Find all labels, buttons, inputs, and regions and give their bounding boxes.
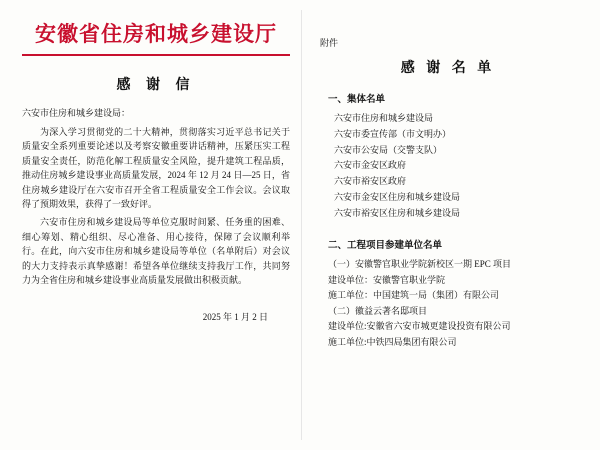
list-item: 六安市裕安区政府 (334, 176, 407, 186)
appendix-title: 感 谢 名 单 (400, 61, 496, 76)
page-divider (301, 10, 302, 440)
letter-panel (18, 14, 294, 434)
letterhead-rule (22, 54, 290, 56)
letter-salutation: 六安市住房和城乡建设局： (22, 108, 131, 119)
attachment-label: 附件 (320, 38, 339, 48)
letter-date: 2025 年 1 月 2 日 (202, 311, 268, 322)
list-item: 六安市金安区政府 (334, 160, 407, 171)
list-item: 六安市公安局（交警支队） (334, 144, 443, 155)
section-heading-projects: 二、工程项目参建单位名单 (328, 241, 443, 252)
project-name: （一）安徽警官职业学院新校区一期 EPC 项目 (328, 259, 512, 270)
project-detail: 施工单位:中铁四局集团有限公司 (328, 336, 457, 347)
appendix-panel (312, 14, 584, 434)
list-item: 六安市委宣传部（市文明办） (334, 128, 452, 139)
section-heading-collective: 一、集体名单 (328, 95, 386, 105)
letter-paragraph: 六安市住房和城乡建设局等单位克服时间紧、任务重的困难、细心筹划、精心组织、尽心准备、用心接待，保障了会议顺利举行。在此，向六安市住房和城乡建设局等单位（名单附后）对会议的大力支持表示真挚感谢！希望各单位继续支持我厅工作，共同努力为全省住房和城乡建设事业高质量发展做出积极贡献。 (22, 217, 290, 286)
project-detail: 施工单位：中国建筑一局（集团）有限公司 (328, 290, 500, 301)
project-detail: 建设单位:安徽省六安市城更建设投资有限公司 (328, 321, 511, 332)
project-name: （二）徽益云著名邸项目 (328, 305, 428, 316)
letter-paragraph: 为深入学习贯彻党的二十大精神，贯彻落实习近平总书记关于质量安全系列重要论述以及考察安徽重要讲话精神，压紧压实工程质量安全责任，防范化解工程质量安全风险，提升建筑工程品质，推动住房城乡建设事业高质量发展，2024 年 12 月 24 日—25 日，省住房城乡建设厅在六安市召开全省工程质量安全工作会议。会议取得了预期效果，获得了一致好评。 (22, 126, 290, 210)
list-item: 六安市裕安区住房和城乡建设局 (334, 207, 461, 218)
list-item: 六安市住房和城乡建设局 (334, 113, 434, 123)
list-item: 六安市金安区住房和城乡建设局 (334, 191, 461, 202)
letterhead-organization: 安徽省住房和城乡建设厅 (35, 22, 277, 46)
letter-title: 感 谢 信 (116, 78, 196, 94)
project-detail: 建设单位：安徽警官职业学院 (328, 274, 446, 285)
